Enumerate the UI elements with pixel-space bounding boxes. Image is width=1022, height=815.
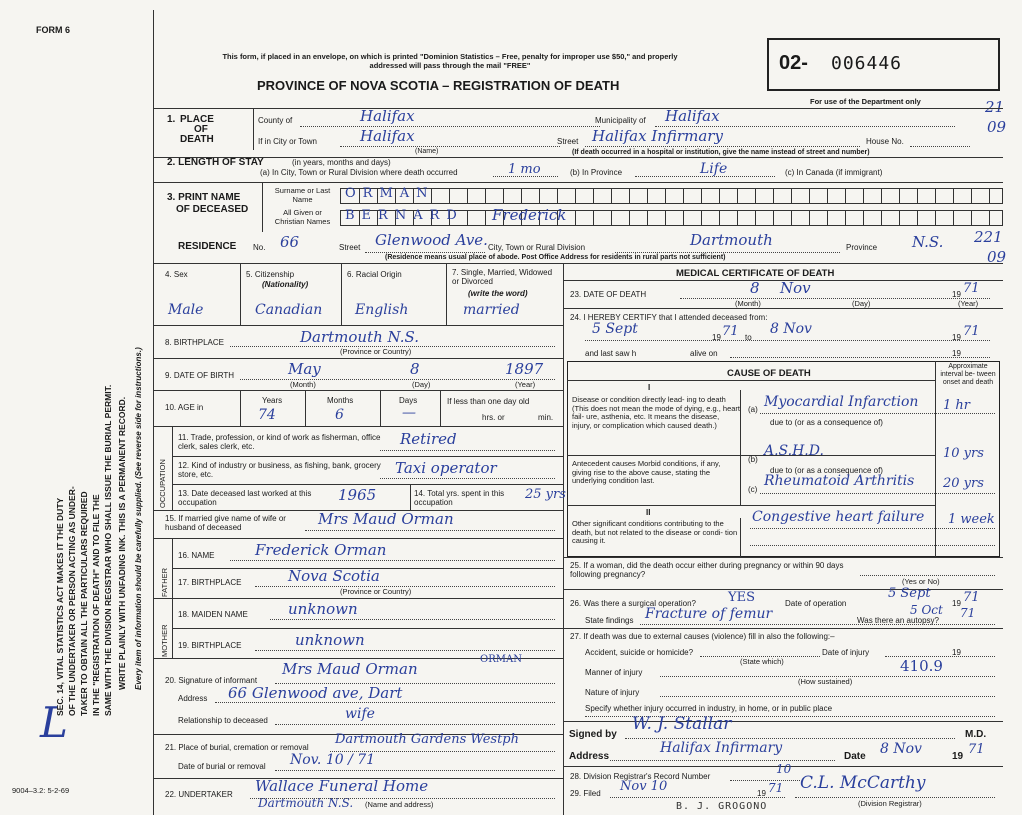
registration-number: 006446 <box>831 53 903 74</box>
rule <box>585 340 990 341</box>
rule <box>730 357 990 358</box>
residence-street-value: Glenwood Ave. <box>375 231 488 249</box>
rule <box>253 108 254 150</box>
q17-value: Nova Scotia <box>288 567 380 585</box>
rule <box>262 182 263 232</box>
op-date-value: 5 Sept <box>888 586 931 601</box>
marital-value: married <box>463 302 520 318</box>
residence-city-value: Dartmouth <box>690 231 773 249</box>
dob-day-caption: (Day) <box>412 380 431 389</box>
stay-a-value: 1 mo <box>508 162 541 177</box>
burial-date-value: Nov. 10 / 71 <box>290 752 376 768</box>
q24-year-b-prefix: 19 <box>952 333 961 342</box>
surname-value: ORMAN <box>345 186 435 201</box>
lessday-c: min. <box>538 413 554 422</box>
q16-label: 16. NAME <box>178 551 215 560</box>
mother-side-label: MOTHER <box>160 624 169 657</box>
rule <box>563 263 564 815</box>
days-label: Days <box>399 396 418 405</box>
part-ii: II <box>646 508 651 517</box>
stay-b-value: Life <box>700 161 728 177</box>
rule <box>585 146 860 147</box>
residence-note: (Residence means usual place of abode. Post Office Address for residents in rural parts not sufficient) <box>385 254 726 261</box>
doctor-address-label: Address <box>569 751 610 762</box>
dob-month-caption: (Month) <box>290 380 316 389</box>
citizenship-value: Canadian <box>255 302 323 318</box>
yes-no-caption: (Yes or No) <box>902 577 940 586</box>
rule <box>255 650 555 651</box>
md-label: M.D. <box>965 729 987 740</box>
age-label: 10. AGE in <box>165 403 204 412</box>
q23-label: 23. DATE OF DEATH <box>570 290 647 299</box>
age-months: 6 <box>335 407 344 423</box>
cause-b-label: (b) <box>748 455 758 464</box>
rule <box>625 738 955 739</box>
q23-year-prefix: 19 <box>952 290 961 299</box>
rule <box>610 760 835 761</box>
injury-year-prefix: 19 <box>952 648 961 657</box>
cause-a-interval: 1 hr <box>943 398 970 413</box>
rule <box>440 390 441 426</box>
stay-hint: (in years, months and days) <box>292 158 391 167</box>
rule <box>340 146 560 147</box>
rule <box>410 484 411 510</box>
cause-title: CAUSE OF DEATH <box>727 368 811 379</box>
registrar-caption: (Division Registrar) <box>858 799 922 808</box>
q11-label: 11. Trade, profession, or kind of work as fisherman, office clerk, sales clerk, etc. <box>178 433 381 451</box>
q15-label: 15. If married give name of wife or husband of deceased <box>165 514 286 532</box>
dept-code-4: 09 <box>987 248 1007 266</box>
q24-from: 5 Sept <box>592 321 638 337</box>
antecedent-text: Antecedent causes Morbid conditions, if any, giving rise to the above cause, stating the underlying condition last. <box>572 459 721 485</box>
sex-value: Male <box>168 302 204 318</box>
years-label: Years <box>262 396 283 405</box>
q15-value: Mrs Maud Orman <box>318 510 454 528</box>
q22-value-2: Dartmouth N.S. <box>258 796 354 810</box>
surname-cells <box>340 188 1003 204</box>
form-title: PROVINCE OF NOVA SCOTIA – REGISTRATION OF DEATH <box>257 78 620 93</box>
cause-c-interval: 20 yrs <box>943 476 984 491</box>
side-line-6: WRITE PLAINLY WITH UNFADING INK. THIS IS A PERMANENT RECORD. <box>117 396 127 690</box>
op-date-label: Date of operation <box>785 599 847 608</box>
q22-caption: (Name and address) <box>365 800 434 809</box>
rule <box>153 325 563 326</box>
marital-label: 7. Single, Married, Widowed or Divorced <box>452 268 553 286</box>
rule <box>153 538 563 539</box>
q21-label: 21. Place of burial, cremation or removal <box>165 743 309 752</box>
autopsy-label: Was there an autopsy? <box>857 616 939 625</box>
name-caption: (Name) <box>415 148 439 155</box>
findings-value: Fracture of femur <box>645 606 773 622</box>
rule <box>172 456 563 457</box>
manner-label: Manner of injury <box>585 668 643 677</box>
lessday-b: hrs. or <box>482 413 505 422</box>
q29-label: 29. Filed <box>570 789 601 798</box>
q13-value: 1965 <box>338 486 377 504</box>
q24-to-label: to <box>745 333 752 342</box>
rule <box>493 176 558 177</box>
rule <box>740 518 741 557</box>
street-value: Halifax Infirmary <box>592 127 723 145</box>
racial-value: English <box>355 302 409 318</box>
q23-year-caption: (Year) <box>958 299 979 308</box>
rule <box>305 530 555 531</box>
q25-label: 25. If a woman, did the death occur either during pregnancy or within 90 days following pregnancy? <box>570 561 844 579</box>
q17-caption: (Province or Country) <box>340 587 412 596</box>
doctor-date-value: 8 Nov <box>880 741 922 757</box>
name-label-a: 3. PRINT NAME <box>167 192 241 203</box>
state-which: (State which) <box>740 657 784 666</box>
stay-c-label: (c) In Canada (if immigrant) <box>785 168 883 177</box>
rule <box>172 628 563 629</box>
q22-value: Wallace Funeral Home <box>255 777 429 795</box>
rule <box>341 263 342 325</box>
initial-mark: L <box>40 698 68 747</box>
rule <box>153 263 1003 264</box>
months-label: Months <box>327 396 354 405</box>
dob-year-caption: (Year) <box>515 380 536 389</box>
q11-value: Retired <box>400 430 457 448</box>
registrar-signature: C.L. McCarthy <box>800 773 926 793</box>
dob-month: May <box>288 360 321 378</box>
house-label: House No. <box>866 137 904 146</box>
op-year: 71 <box>963 590 980 605</box>
rule <box>380 450 555 451</box>
rule <box>910 146 970 147</box>
rule <box>610 797 785 798</box>
q18-label: 18. MAIDEN NAME <box>178 610 248 619</box>
q29-year-prefix: 19 <box>757 789 766 798</box>
last-saw-year-prefix: 19 <box>952 349 961 358</box>
rule <box>250 798 555 799</box>
burial-date-label: Date of burial or removal <box>178 762 266 771</box>
dob-year: 1897 <box>505 360 544 378</box>
department-use-note: For use of the Department only <box>810 97 921 106</box>
rule <box>153 598 563 599</box>
q24-year-b: 71 <box>963 324 980 339</box>
q12-label: 12. Kind of industry or business, as fishing, bank, grocery store, etc. <box>178 461 381 479</box>
registration-number-box <box>767 38 1000 91</box>
accident-label: Accident, suicide or homicide? <box>585 648 694 657</box>
op-year-prefix: 19 <box>952 599 961 608</box>
doctor-date-label: Date <box>844 751 866 762</box>
q24-year-a-prefix: 19 <box>712 333 721 342</box>
rule <box>760 493 995 494</box>
address-value: 66 Glenwood ave, Dart <box>228 684 403 702</box>
citizenship-sub: (Nationality) <box>262 280 309 289</box>
rule <box>750 528 995 529</box>
place-label-a: PLACE <box>180 114 214 125</box>
q22-label: 22. UNDERTAKER <box>165 790 233 799</box>
rule <box>640 624 995 625</box>
stay-label: 2. LENGTH OF STAY <box>167 157 264 168</box>
rule <box>215 702 555 703</box>
q28-value: 10 <box>776 762 792 776</box>
industry-label: Specify whether injury occurred in industry, in home, or in public place <box>585 704 833 713</box>
county-label: County of <box>258 116 293 125</box>
residence-no-label: No. <box>253 243 266 252</box>
q26-value: YES <box>728 590 755 605</box>
rule <box>563 721 1003 722</box>
q26-label: 26. Was there a surgical operation? <box>570 599 696 608</box>
q19-label: 19. BIRTHPLACE <box>178 641 242 650</box>
q20-overwrite: ORMAN <box>480 654 522 665</box>
rule <box>275 724 555 725</box>
rule <box>153 390 563 391</box>
q20-label: 20. Signature of informant <box>165 676 258 685</box>
cause-b-value: A.S.H.D. <box>764 443 824 459</box>
county-value: Halifax <box>360 107 415 125</box>
form-left-border <box>153 10 154 815</box>
relationship-value: wife <box>345 706 375 722</box>
municipality-label: Municipality of <box>595 116 646 125</box>
rule <box>172 426 173 510</box>
other-text: Other significant conditions contributing to the death, but not related to the disease or condi- tion causing it. <box>572 519 738 545</box>
autopsy-year: 71 <box>960 606 976 620</box>
rule <box>567 505 935 506</box>
q14-label: 14. Total yrs. spent in this occupation <box>414 489 505 507</box>
q24-to: 8 Nov <box>770 321 812 337</box>
occupation-side-label: OCCUPATION <box>158 459 167 508</box>
q13-label: 13. Date deceased last worked at this occupation <box>178 489 312 507</box>
due-to-1: due to (or as a consequence of) <box>770 418 883 427</box>
q21-value: Dartmouth Gardens Westph <box>335 732 519 747</box>
residence-no-value: 66 <box>280 233 300 251</box>
cause-a-value: Myocardial Infarction <box>764 394 919 410</box>
side-line-7: Every item of information should be carefully supplied. (See reverse side for instructions.) <box>134 347 143 690</box>
part-ii-value: Congestive heart failure <box>752 509 925 525</box>
rule <box>380 390 381 426</box>
street-label: Street <box>557 137 579 146</box>
rule <box>270 619 555 620</box>
rule <box>305 390 306 426</box>
q16-value: Frederick Orman <box>255 541 387 559</box>
cause-b-interval: 10 yrs <box>943 446 984 461</box>
q14-value: 25 yrs <box>525 487 566 502</box>
side-line-2: OF THE UNDERTAKER OR PERSON ACTING AS UNDER- <box>67 486 77 716</box>
rule <box>860 575 995 576</box>
how-sustained: (How sustained) <box>798 677 853 686</box>
q23-day-caption: (Day) <box>852 299 871 308</box>
age-years: 74 <box>258 407 276 423</box>
racial-label: 6. Racial Origin <box>347 270 402 279</box>
cause-a-label: (a) <box>748 405 758 414</box>
name-label-b: OF DECEASED <box>176 204 249 215</box>
interval-title: Approximate interval be- tween onset and death <box>940 363 996 386</box>
part-ii-interval: 1 week <box>948 512 995 527</box>
rule <box>740 390 741 505</box>
cause-c-label: (c) <box>748 485 758 494</box>
q27-label: 27. If death was due to external causes (violence) fill in also the following:– <box>570 632 835 641</box>
q28-label: 28. Division Registrar's Record Number <box>570 772 711 781</box>
alive-on-label: alive on <box>690 349 718 358</box>
rule <box>750 545 995 546</box>
municipality-value: Halifax <box>665 107 720 125</box>
q24-year-a: 71 <box>722 324 739 339</box>
surname-label: Surname or Last Name <box>274 186 331 204</box>
residence-city-label: City, Town or Rural Division <box>488 243 586 252</box>
place-num: 1. <box>167 114 176 125</box>
registration-prefix: 02- <box>779 52 808 74</box>
manner-value: 410.9 <box>900 657 943 675</box>
q29-value: Nov 10 <box>620 779 668 794</box>
residence-province-value: N.S. <box>912 233 944 251</box>
rule <box>230 560 555 561</box>
rule <box>172 484 563 485</box>
rule <box>153 358 563 359</box>
birthplace-label: 8. BIRTHPLACE <box>165 338 224 347</box>
given-value: BERNARD <box>345 208 464 223</box>
place-label-c: DEATH <box>180 134 214 145</box>
stay-a-label: (a) In City, Town or Rural Division where death occurred <box>260 168 458 177</box>
signed-value: W. J. Stallar <box>632 714 732 734</box>
medical-title: MEDICAL CERTIFICATE OF DEATH <box>676 268 835 279</box>
q23-month: 8 <box>750 279 760 297</box>
rule <box>153 157 1003 158</box>
place-label-b: OF <box>194 124 208 135</box>
part-i: I <box>648 383 651 392</box>
nature-label: Nature of injury <box>585 688 640 697</box>
rule <box>240 379 555 380</box>
stay-b-label: (b) In Province <box>570 168 623 177</box>
rule <box>680 298 990 299</box>
citizenship-label: 5. Citizenship <box>246 270 295 279</box>
injury-date-label: Date of injury <box>822 648 870 657</box>
lessday-a: If less than one day old <box>447 397 530 406</box>
side-line-5: SAME WITH THE DIVISION REGISTRAR WHO SHALL ISSUE THE BURIAL PERMIT. <box>103 384 113 716</box>
rule <box>635 176 775 177</box>
q12-value: Taxi operator <box>395 459 497 477</box>
city-value: Halifax <box>360 127 415 145</box>
due-to-2: due to (or as a consequence of) <box>770 466 883 475</box>
rule <box>760 413 995 414</box>
rule <box>563 628 1003 629</box>
residence-label: RESIDENCE <box>178 241 237 252</box>
rule <box>380 478 555 479</box>
birthplace-value: Dartmouth N.S. <box>300 328 419 346</box>
dob-day: 8 <box>410 360 420 378</box>
rule <box>563 589 1003 590</box>
q18-value: unknown <box>288 600 358 618</box>
rule <box>240 263 241 325</box>
sex-label: 4. Sex <box>165 270 188 279</box>
city-label: If in City or Town <box>258 137 317 146</box>
side-line-3: TAKER TO OBTAIN ALL THE PARTICULARS REQUIRED <box>79 491 89 716</box>
registrar-stamp: B. J. GROGONO <box>676 801 768 812</box>
rule <box>275 770 555 771</box>
q29-year: 71 <box>768 781 784 795</box>
rule <box>153 182 1003 183</box>
given-label: All Given or Christian Names <box>274 208 331 226</box>
q23-day: Nov <box>780 279 811 297</box>
mail-notice: This form, if placed in an envelope, on which is printed "Dominion Statistics – Free, penalty for improper use $50," and properly addressed will pass through the mail "FREE" <box>222 52 678 70</box>
rule <box>730 780 800 781</box>
side-line-4: IN THE "REGISTRATION OF DEATH" AND TO FILE THE <box>91 494 101 716</box>
q17-label: 17. BIRTHPLACE <box>178 578 242 587</box>
q20-value: Mrs Maud Orman <box>282 660 418 678</box>
q19-value: unknown <box>295 631 365 649</box>
doctor-year-prefix: 19 <box>952 751 964 762</box>
age-days: — <box>402 405 416 421</box>
dob-label: 9. DATE OF BIRTH <box>165 371 235 380</box>
rule <box>567 380 935 381</box>
autopsy-value: 5 Oct <box>910 603 943 617</box>
rule <box>240 390 241 426</box>
address-label: Address <box>178 694 208 703</box>
dept-code-1: 21 <box>985 98 1005 116</box>
relationship-label: Relationship to deceased <box>178 716 268 725</box>
rule <box>446 263 447 325</box>
findings-label: State findings <box>585 616 634 625</box>
birthplace-caption: (Province or Country) <box>340 347 412 356</box>
cause-c-value: Rheumatoid Arthritis <box>764 473 915 489</box>
side-line-1: SEC. 14, VITAL STATISTICS ACT MAKES IT THE DUTY <box>55 497 65 716</box>
rule <box>153 426 563 427</box>
q24-label: 24. I HEREBY CERTIFY that I attended deceased from: <box>570 313 768 322</box>
residence-province-label: Province <box>846 243 878 252</box>
dept-code-2: 09 <box>987 118 1007 136</box>
doctor-year: 71 <box>968 742 985 757</box>
rule <box>563 308 1003 309</box>
doctor-address-value: Halifax Infirmary <box>660 740 783 756</box>
given-value-2: Frederick <box>492 206 567 224</box>
last-saw-label: and last saw h <box>585 349 637 358</box>
form-code: 9004–3.2: 5-2-69 <box>12 786 70 795</box>
rule <box>660 696 995 697</box>
rule <box>563 557 1003 558</box>
q23-year: 71 <box>963 281 980 296</box>
q23-month-caption: (Month) <box>735 299 761 308</box>
dept-code-3: 221 <box>974 228 1003 246</box>
father-side-label: FATHER <box>160 567 169 597</box>
rule <box>153 108 1003 109</box>
hospital-note: (If death occurred in a hospital or institution, give the name instead of street and number) <box>572 149 870 156</box>
marital-sub: (write the word) <box>468 289 528 298</box>
rule <box>795 797 995 798</box>
form-number: FORM 6 <box>36 25 71 35</box>
rule <box>300 126 600 127</box>
signed-label: Signed by <box>569 729 617 740</box>
residence-street-label: Street <box>339 243 361 252</box>
disease-text: Disease or condition directly lead- ing to death (This does not mean the mode of dying, e.g., heart fail- ure, asthenia, etc. It means the disease, injury, or complication which caused death.) <box>572 395 741 430</box>
